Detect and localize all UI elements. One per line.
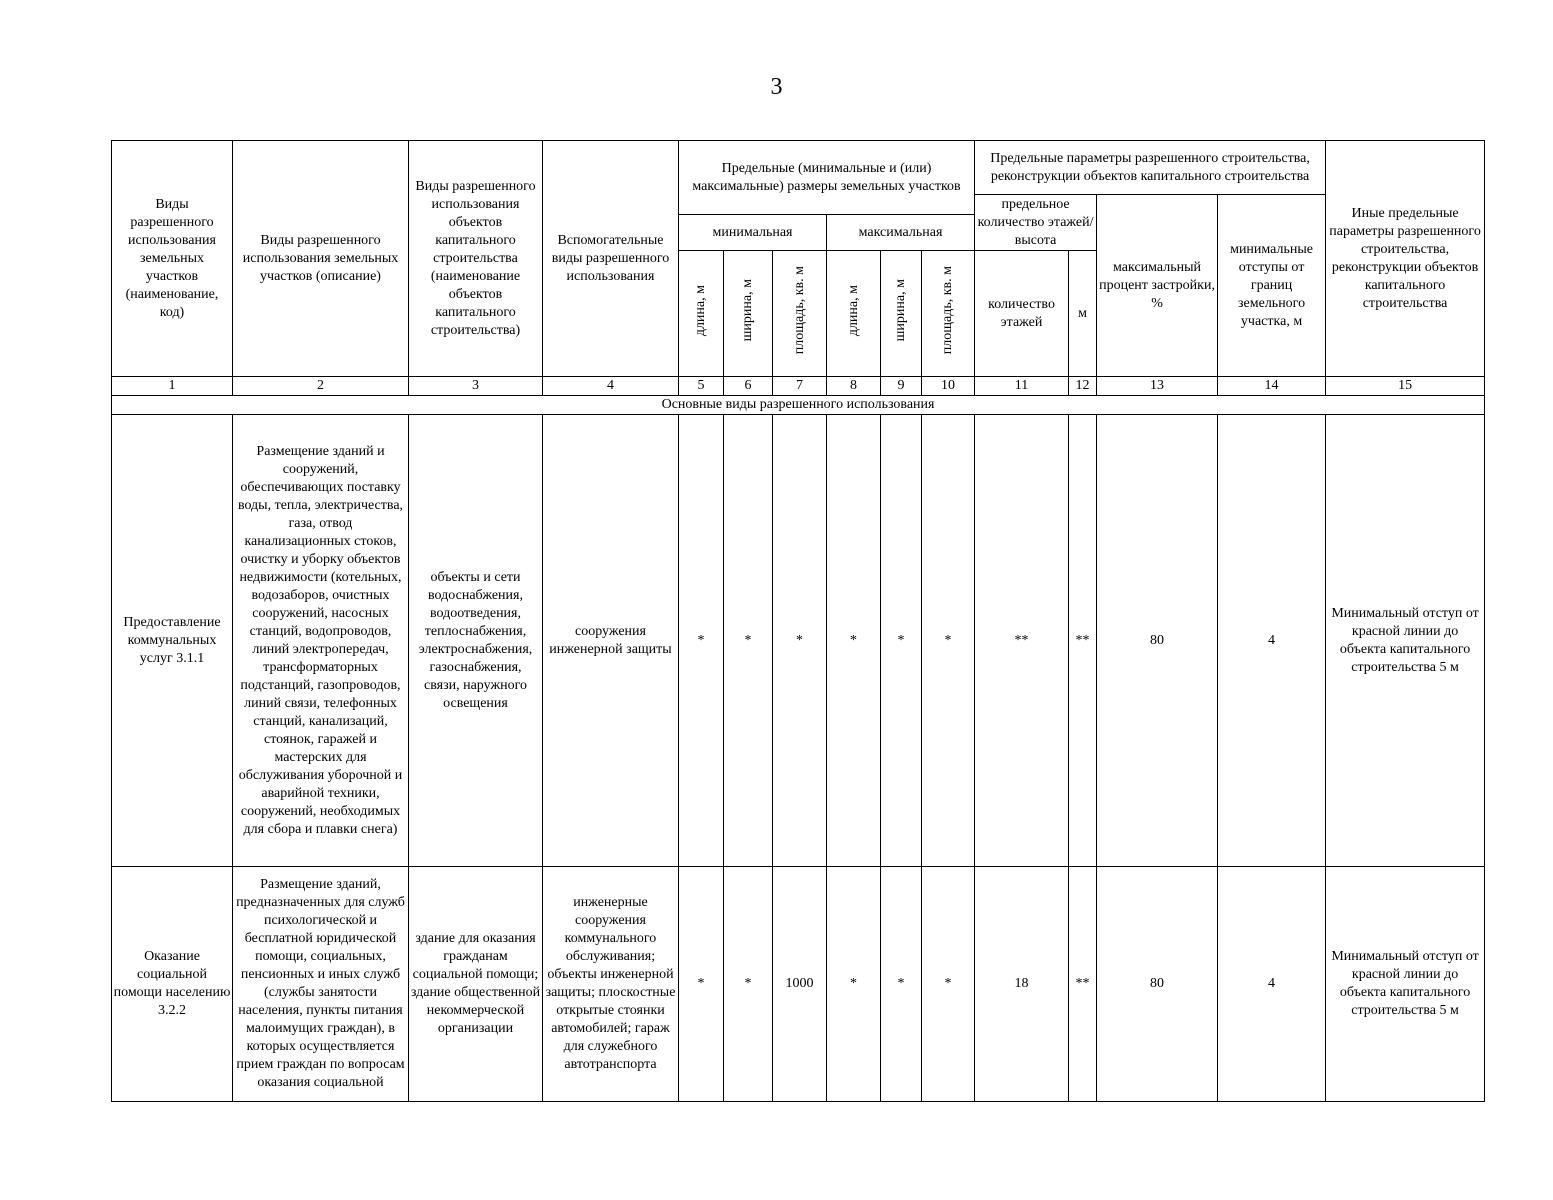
cell-max-length: * bbox=[827, 867, 881, 1102]
cell-min-length: * bbox=[679, 415, 724, 867]
cell-max-percent: 80 bbox=[1097, 415, 1218, 867]
section-title: Основные виды разрешенного использования bbox=[112, 396, 1485, 415]
col-number: 11 bbox=[975, 377, 1069, 396]
cell-description: Размещение зданий и сооружений, обеспечивающих поставку воды, тепла, электричества, газа, отвод канализационных стоков, очистку и уборку объектов недвижимости (котельных, водозаборов, очистных сооружений, насосных станций, водопроводов, линий электропередач, трансформаторных подстанций, газопроводов, линий связи, телефонных станций, канализаций, стоянок, гаражей и мастерских для обслуживания уборочной и аварийной техники, сооружений, необходимых для сбора и плавки снега) bbox=[233, 415, 409, 867]
cell-name: Предоставление коммунальных услуг 3.1.1 bbox=[112, 415, 233, 867]
column-numbers-row bbox=[112, 377, 1485, 396]
header-construction-use: Виды разрешенного использования объектов капитального строительства (наименование объектов капитального строительства) bbox=[409, 141, 543, 377]
col-number: 12 bbox=[1069, 377, 1097, 396]
cell-setback: 4 bbox=[1218, 867, 1326, 1102]
table-row bbox=[112, 867, 1485, 1102]
col-number: 5 bbox=[679, 377, 724, 396]
table-row bbox=[112, 415, 1485, 867]
cell-max-percent: 80 bbox=[1097, 867, 1218, 1102]
cell-max-length: * bbox=[827, 415, 881, 867]
cell-floors: ** bbox=[975, 415, 1069, 867]
cell-max-width: * bbox=[881, 867, 922, 1102]
header-plot-sizes: Предельные (минимальные и (или) максимальные) размеры земельных участков bbox=[679, 141, 975, 215]
cell-auxiliary: инженерные сооружения коммунального обслуживания; объекты инженерной защиты; плоскостные открытые стоянки автомобилей; гараж для служебного автотранспорта bbox=[543, 867, 679, 1102]
cell-min-width: * bbox=[724, 867, 773, 1102]
cell-auxiliary: сооружения инженерной защиты bbox=[543, 415, 679, 867]
cell-other: Минимальный отступ от красной линии до объекта капитального строительства 5 м bbox=[1326, 867, 1485, 1102]
cell-objects: здание для оказания гражданам социальной помощи; здание общественной некоммерческой организации bbox=[409, 867, 543, 1102]
col-number: 1 bbox=[112, 377, 233, 396]
col-number: 15 bbox=[1326, 377, 1485, 396]
cell-min-area: * bbox=[773, 415, 827, 867]
header-max-percent: максимальный процент застройки, % bbox=[1097, 195, 1218, 377]
header-floors-height: предельное количество этажей/высота bbox=[975, 195, 1097, 251]
header-max-area: площадь, кв. м bbox=[922, 251, 975, 377]
col-number: 7 bbox=[773, 377, 827, 396]
cell-description: Размещение зданий, предназначенных для служб психологической и бесплатной юридической помощи, социальных, пенсионных и иных служб (службы занятости населения, пункты питания малоимущих граждан), в которых осуществляется прием граждан по вопросам оказания социальной bbox=[233, 867, 409, 1102]
cell-max-area: * bbox=[922, 415, 975, 867]
col-number: 4 bbox=[543, 377, 679, 396]
header-min-setbacks: минимальные отступы от границ земельного участка, м bbox=[1218, 195, 1326, 377]
col-number: 6 bbox=[724, 377, 773, 396]
header-meters: м bbox=[1069, 251, 1097, 377]
cell-objects: объекты и сети водоснабжения, водоотведения, теплоснабжения, электроснабжения, газоснабжения, связи, наружного освещения bbox=[409, 415, 543, 867]
cell-min-length: * bbox=[679, 867, 724, 1102]
col-number: 10 bbox=[922, 377, 975, 396]
col-number: 9 bbox=[881, 377, 922, 396]
header-construction-params: Предельные параметры разрешенного строительства, реконструкции объектов капитального строительства bbox=[975, 141, 1326, 195]
page-number: 3 bbox=[770, 74, 783, 100]
cell-name: Оказание социальной помощи населению 3.2.2 bbox=[112, 867, 233, 1102]
cell-max-width: * bbox=[881, 415, 922, 867]
header-max-length: длина, м bbox=[827, 251, 881, 377]
col-number: 2 bbox=[233, 377, 409, 396]
header-max-width: ширина, м bbox=[881, 251, 922, 377]
header-land-use-description: Виды разрешенного использования земельных участков (описание) bbox=[233, 141, 409, 377]
zoning-table bbox=[111, 140, 1485, 1102]
cell-min-area: 1000 bbox=[773, 867, 827, 1102]
header-floors: количество этажей bbox=[975, 251, 1069, 377]
cell-floors: 18 bbox=[975, 867, 1069, 1102]
header-min-width: ширина, м bbox=[724, 251, 773, 377]
cell-setback: 4 bbox=[1218, 415, 1326, 867]
cell-other: Минимальный отступ от красной линии до объекта капитального строительства 5 м bbox=[1326, 415, 1485, 867]
header-other-params: Иные предельные параметры разрешенного строительства, реконструкции объектов капитального строительства bbox=[1326, 141, 1485, 377]
col-number: 13 bbox=[1097, 377, 1218, 396]
header-minimum: минимальная bbox=[679, 215, 827, 251]
header-auxiliary-use: Вспомогательные виды разрешенного использования bbox=[543, 141, 679, 377]
header-min-area: площадь, кв. м bbox=[773, 251, 827, 377]
cell-min-width: * bbox=[724, 415, 773, 867]
cell-max-area: * bbox=[922, 867, 975, 1102]
col-number: 14 bbox=[1218, 377, 1326, 396]
cell-meters: ** bbox=[1069, 415, 1097, 867]
cell-meters: ** bbox=[1069, 867, 1097, 1102]
header-maximum: максимальная bbox=[827, 215, 975, 251]
col-number: 3 bbox=[409, 377, 543, 396]
header-land-use-name: Виды разрешенного использования земельных участков (наименование, код) bbox=[112, 141, 233, 377]
header-min-length: длина, м bbox=[679, 251, 724, 377]
col-number: 8 bbox=[827, 377, 881, 396]
